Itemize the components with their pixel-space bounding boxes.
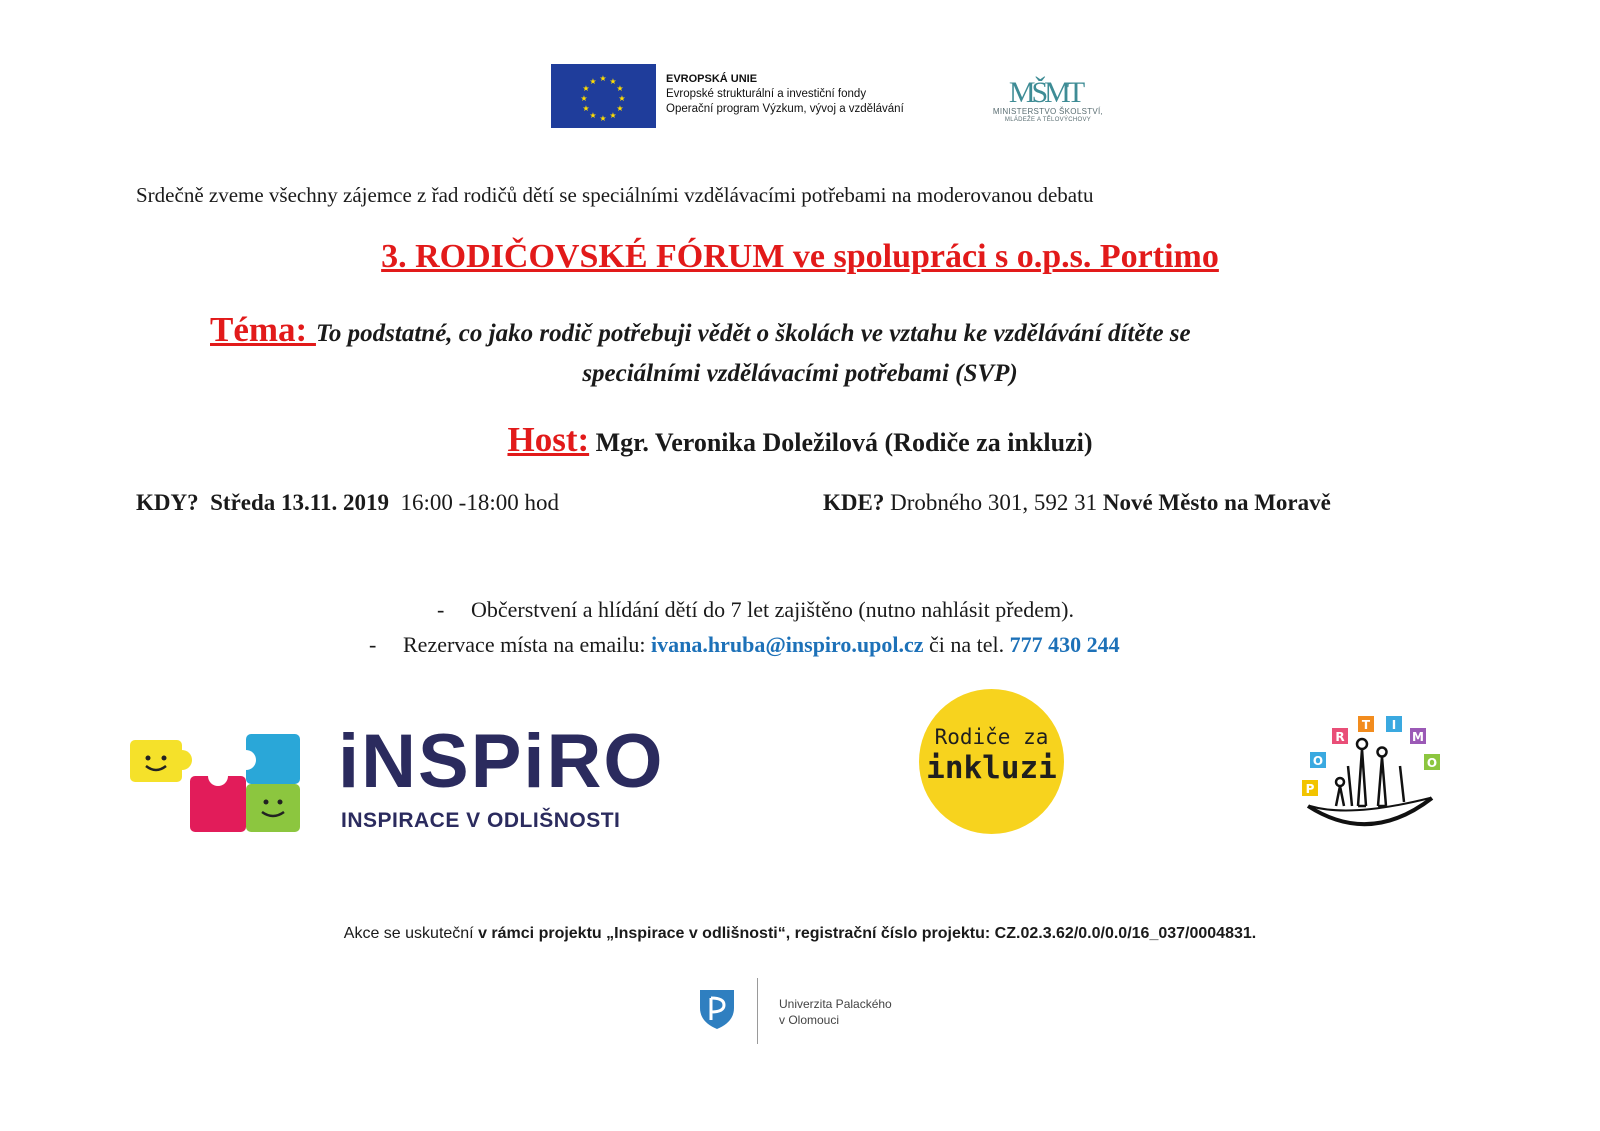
host-name: Mgr. Veronika Doležilová (Rodiče za inkluzi) bbox=[589, 428, 1093, 457]
eu-title: EVROPSKÁ UNIE bbox=[666, 73, 758, 85]
bullet-reservation bbox=[369, 632, 1120, 658]
portimo-letter: R bbox=[1335, 730, 1345, 744]
event-time: 16:00 -18:00 hod bbox=[400, 490, 559, 515]
event-date: Středa 13.11. 2019 bbox=[210, 490, 390, 515]
eu-flag-logo bbox=[551, 64, 656, 128]
footer-prefix: Akce se uskuteční bbox=[343, 925, 479, 942]
svg-text:★: ★ bbox=[609, 111, 617, 120]
svg-text:★: ★ bbox=[582, 104, 590, 113]
msmt-caption bbox=[974, 108, 1122, 124]
upol-shield-icon bbox=[698, 988, 736, 1030]
when-label: KDY? bbox=[136, 490, 199, 515]
bullet-dash: - bbox=[437, 597, 445, 622]
svg-text:★: ★ bbox=[582, 84, 590, 93]
msmt-caption-line2: MLÁDEŽE A TĚLOVÝCHOVY bbox=[1004, 117, 1092, 123]
inspiro-logo-word: iNSPiRO bbox=[338, 719, 665, 804]
rodice-logo-text bbox=[919, 724, 1064, 786]
svg-text:★: ★ bbox=[589, 77, 597, 86]
phone-link[interactable]: 777 430 244 bbox=[1009, 632, 1120, 657]
eu-logo-text bbox=[666, 72, 904, 117]
email-link[interactable]: ivana.hruba@inspiro.upol.cz bbox=[651, 632, 924, 657]
portimo-letter: O bbox=[1312, 754, 1324, 768]
event-city: Nové Město na Moravě bbox=[1102, 490, 1331, 515]
bullet-refreshments bbox=[437, 597, 1074, 623]
portimo-letter: T bbox=[1361, 718, 1371, 732]
svg-text:★: ★ bbox=[599, 114, 607, 123]
where-line bbox=[823, 490, 1331, 516]
rodice-line2: inkluzi bbox=[926, 750, 1057, 786]
topic-text-line1: To podstatné, co jako rodič potřebuji vědět o školách ve vztahu ke vzdělávání dítěte se bbox=[315, 320, 1191, 347]
eu-program-line: Operační program Výzkum, vývoj a vzdělávání bbox=[666, 103, 904, 115]
where-label: KDE? bbox=[823, 490, 885, 515]
rodice-line1: Rodiče za bbox=[934, 725, 1049, 749]
invitation-text: Srdečně zveme všechny zájemce z řad rodičů dětí se speciálními vzdělávacími potřebami na moderovanou debatu bbox=[136, 183, 1094, 207]
host-line bbox=[0, 420, 1600, 460]
upol-logo-text bbox=[779, 996, 892, 1028]
when-line bbox=[136, 490, 559, 516]
portimo-logo bbox=[1300, 706, 1445, 836]
topic-text-line2: speciálními vzdělávacími potřebami (SVP) bbox=[582, 360, 1018, 387]
bullet-dash: - bbox=[369, 632, 377, 657]
svg-text:★: ★ bbox=[599, 74, 607, 83]
upol-line1: Univerzita Palackého bbox=[779, 997, 892, 1011]
svg-text:★: ★ bbox=[616, 104, 624, 113]
upol-line2: v Olomouci bbox=[779, 1013, 840, 1027]
svg-text:★: ★ bbox=[616, 84, 624, 93]
svg-text:★: ★ bbox=[589, 111, 597, 120]
upol-divider bbox=[757, 978, 758, 1044]
topic-label: Téma: bbox=[210, 310, 316, 349]
portimo-letter: O bbox=[1426, 756, 1438, 770]
portimo-letter: M bbox=[1412, 730, 1424, 744]
portimo-letter: P bbox=[1305, 782, 1315, 796]
reservation-mid-text: či na tel. bbox=[923, 632, 1010, 657]
svg-text:★: ★ bbox=[618, 94, 626, 103]
svg-text:★: ★ bbox=[580, 94, 588, 103]
inspiro-logo-subtitle: INSPIRACE V ODLIŠNOSTI bbox=[341, 809, 621, 832]
reservation-text: Rezervace místa na emailu: bbox=[403, 632, 651, 657]
event-title: 3. RODIČOVSKÉ FÓRUM ve spolupráci s o.p.s. Portimo bbox=[381, 238, 1219, 275]
bullet-refreshments-text: Občerstvení a hlídání dětí do 7 let zajištěno (nutno nahlásit předem). bbox=[471, 597, 1074, 622]
svg-text:★: ★ bbox=[609, 77, 617, 86]
project-footer bbox=[0, 925, 1600, 943]
eu-funds-line: Evropské strukturální a investiční fondy bbox=[666, 88, 867, 100]
puzzle-icon bbox=[128, 734, 308, 834]
msmt-logo-text: MŠMT bbox=[1008, 76, 1082, 109]
msmt-caption-line1: MINISTERSTVO ŠKOLSTVÍ, bbox=[992, 107, 1104, 116]
host-label: Host: bbox=[507, 420, 590, 459]
topic-line1 bbox=[210, 310, 1191, 350]
footer-project-info: v rámci projektu „Inspirace v odlišnosti“, registrační číslo projektu: CZ.02.3.62/0.0/0.0/16_037/0004831. bbox=[478, 925, 1257, 942]
portimo-letter: I bbox=[1391, 718, 1397, 732]
event-address: Drobného 301, 592 31 bbox=[890, 490, 1098, 515]
